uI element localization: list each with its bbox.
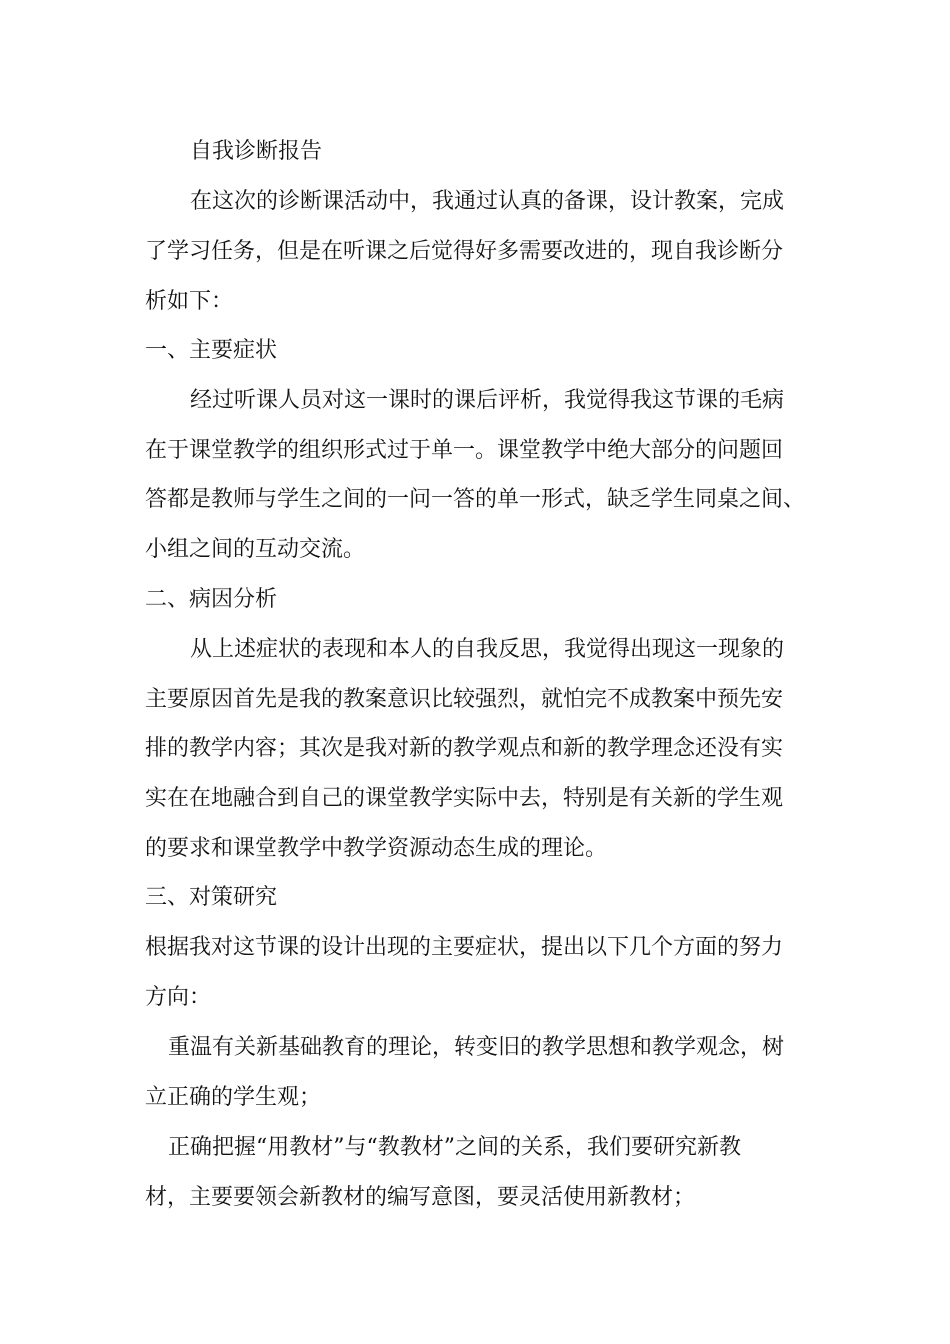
countermeasure-item: 正确把握“用教材”与“教教材”之间的关系，我们要研究新教 — [168, 1135, 741, 1160]
cause-line: 主要原因首先是我的教案意识比较强烈，就怕完不成教案中预先安 — [145, 687, 784, 712]
cause-line: 排的教学内容；其次是我对新的教学观点和新的教学理念还没有实 — [145, 736, 784, 761]
cause-line: 的要求和课堂教学中教学资源动态生成的理论。 — [145, 836, 608, 861]
section-heading-cause-analysis: 二、病因分析 — [145, 587, 278, 612]
symptoms-line: 经过听课人员对这一课时的课后评析，我觉得我这节课的毛病 — [190, 388, 785, 413]
section-heading-countermeasures: 三、对策研究 — [145, 885, 278, 910]
symptoms-line: 在于课堂教学的组织形式过于单一。课堂教学中绝大部分的问题回 — [145, 438, 784, 463]
countermeasure-item: 材，主要要领会新教材的编写意图，要灵活使用新教材； — [145, 1185, 696, 1210]
cause-line: 从上述症状的表现和本人的自我反思，我觉得出现这一现象的 — [190, 637, 785, 662]
intro-line: 了学习任务，但是在听课之后觉得好多需要改进的，现自我诊断分 — [145, 239, 784, 264]
countermeasure-item: 重温有关新基础教育的理论，转变旧的教学思想和教学观念，树 — [168, 1035, 785, 1060]
countermeasure-item: 立正确的学生观； — [145, 1085, 322, 1110]
symptoms-line: 小组之间的互动交流。 — [145, 537, 366, 562]
symptoms-line: 答都是教师与学生之间的一问一答的单一形式，缺乏学生同桌之间、 — [145, 487, 806, 512]
cause-line: 实在在地融合到自己的课堂教学实际中去，特别是有关新的学生观 — [145, 786, 784, 811]
countermeasures-line: 方向： — [145, 985, 212, 1010]
countermeasures-line: 根据我对这节课的设计出现的主要症状，提出以下几个方面的努力 — [145, 935, 784, 960]
section-heading-symptoms: 一、主要症状 — [145, 338, 278, 363]
intro-line: 析如下： — [145, 289, 234, 314]
document-title: 自我诊断报告 — [190, 139, 323, 164]
intro-line: 在这次的诊断课活动中，我通过认真的备课，设计教案，完成 — [190, 189, 785, 214]
